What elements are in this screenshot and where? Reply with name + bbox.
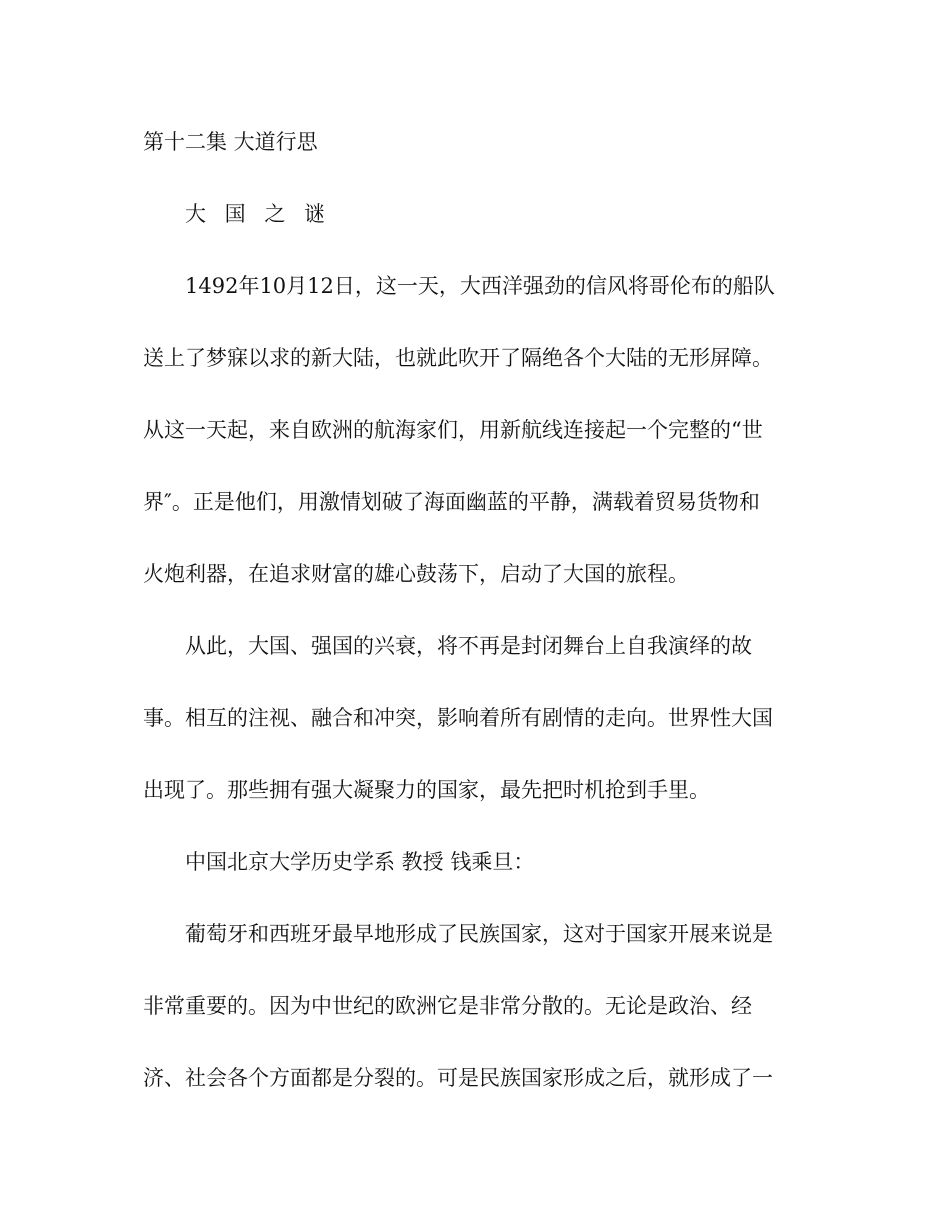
paragraph-line: 事。相互的注视、融合和冲突，影响着所有剧情的走向。世界性大国 bbox=[143, 706, 773, 730]
speaker-attribution bbox=[143, 842, 795, 882]
paragraph-line: 1492年10月12日，这一天，大西洋强劲的信风将哥伦布的船队 bbox=[185, 274, 775, 298]
paragraph bbox=[143, 266, 795, 594]
paragraph-line: 出现了。那些拥有强大凝聚力的国家，最先把时机抢到手里。 bbox=[143, 778, 710, 802]
paragraph-line: 济、社会各个方面都是分裂的。可是民族国家形成之后，就形成了一 bbox=[143, 1066, 773, 1090]
paragraph-line: 从这一天起，来自欧洲的航海家们，用新航线连接起一个完整的“世 bbox=[143, 418, 763, 442]
section-subtitle: 大 国 之 谜 bbox=[185, 202, 332, 226]
episode-title: 第十二集 大道行思 bbox=[143, 130, 318, 154]
paragraph-line: 火炮利器，在追求财富的雄心鼓荡下，启动了大国的旅程。 bbox=[143, 562, 689, 586]
paragraph-line: 非常重要的。因为中世纪的欧洲它是非常分散的。无论是政治、经 bbox=[143, 994, 752, 1018]
paragraph bbox=[143, 626, 795, 810]
paragraph-line: 送上了梦寐以求的新大陆，也就此吹开了隔绝各个大陆的无形屏障。 bbox=[143, 346, 773, 370]
paragraph-line: 界″。正是他们，用激情划破了海面幽蓝的平静，满载着贸易货物和 bbox=[143, 490, 760, 514]
paragraph-line: 中国北京大学历史学系 教授 钱乘旦： bbox=[185, 850, 535, 874]
paragraph-line: 葡萄牙和西班牙最早地形成了民族国家，这对于国家开展来说是 bbox=[185, 922, 773, 946]
paragraph bbox=[143, 914, 795, 1098]
document-body bbox=[143, 122, 795, 1130]
paragraph-line: 从此，大国、强国的兴衰，将不再是封闭舞台上自我演绎的故 bbox=[185, 634, 752, 658]
